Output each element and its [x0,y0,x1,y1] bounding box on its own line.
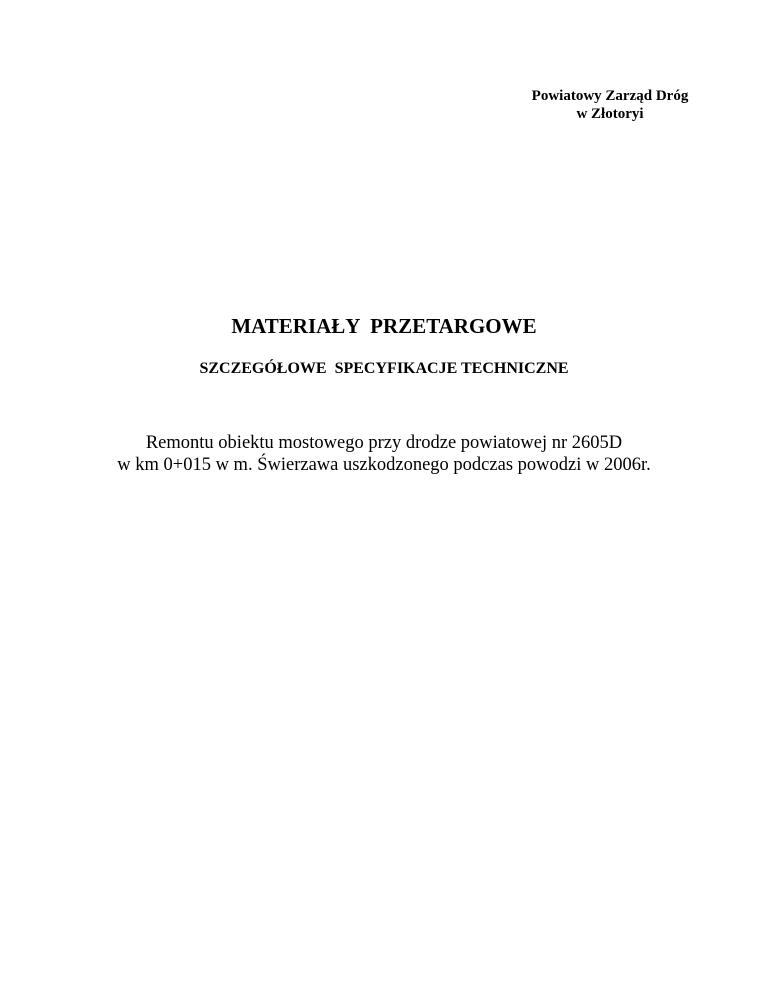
document-title: MATERIAŁY PRZETARGOWE [231,314,537,338]
description-line-2: w km 0+015 w m. Świerzawa uszkodzonego podczas powodzi w 2006r. [117,455,651,475]
issuer-name: Powiatowy Zarząd Dróg [531,88,689,104]
description-line-1: Remontu obiektu mostowego przy drodze powiatowej nr 2605D [145,433,623,453]
document-subtitle: SZCZEGÓŁOWE SPECYFIKACJE TECHNICZNE [199,360,569,377]
issuer-location: w Złotoryi [576,106,644,122]
issuer-block [480,87,740,123]
project-description [0,432,768,476]
